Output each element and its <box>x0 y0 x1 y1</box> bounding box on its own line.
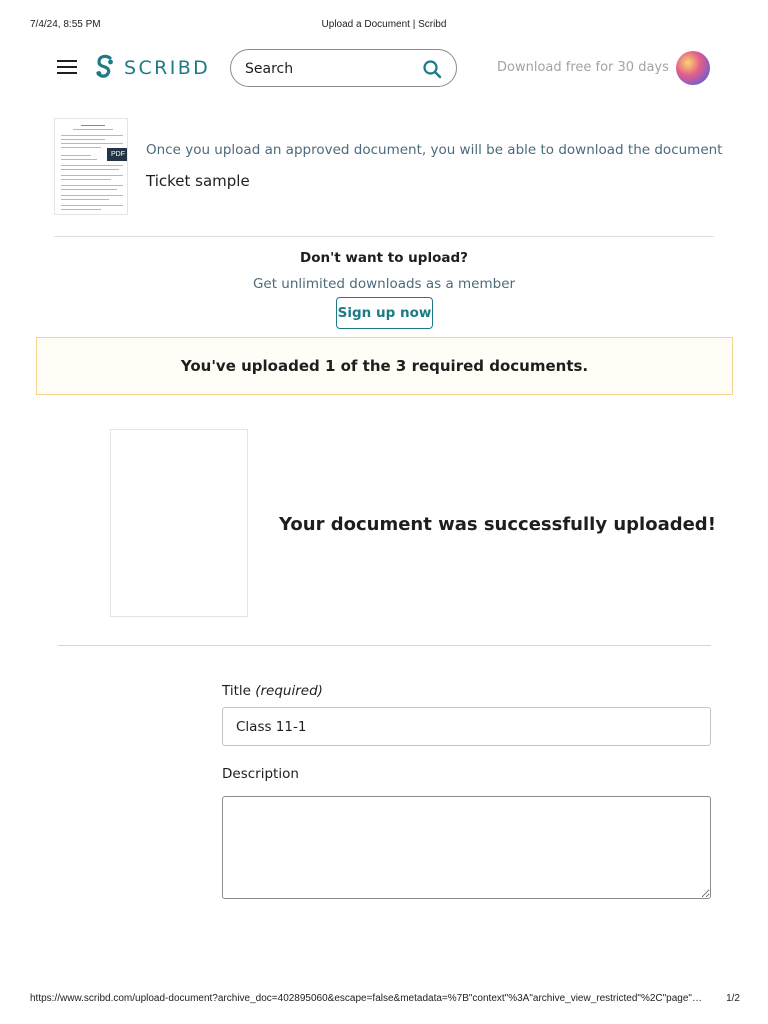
scribd-logo[interactable] <box>94 54 210 82</box>
upload-success-message: Your document was successfully uploaded! <box>279 514 716 535</box>
user-avatar[interactable] <box>676 51 710 85</box>
search-input[interactable] <box>245 58 415 80</box>
print-url: https://www.scribd.com/upload-document?archive_doc=402895060&escape=false&metadata=%7B"context"%3A"archive_view_restricted"%2C"page"… <box>30 993 702 1004</box>
scribd-logo-icon <box>94 54 116 82</box>
uploaded-document-preview <box>110 429 248 617</box>
download-approval-message: Once you upload an approved document, you will be able to download the document <box>146 142 723 158</box>
uploaded-document-summary <box>54 118 723 215</box>
print-header <box>0 19 768 33</box>
sign-up-button[interactable]: Sign up now <box>336 297 433 329</box>
print-datetime: 7/4/24, 8:55 PM <box>30 19 101 30</box>
search-icon[interactable] <box>422 59 442 79</box>
title-input[interactable] <box>222 707 711 746</box>
pdf-badge: PDF <box>107 148 128 161</box>
download-free-link[interactable]: Download free for 30 days <box>497 60 669 75</box>
document-thumbnail <box>54 118 128 215</box>
logo-text: SCRIBD <box>124 57 211 79</box>
title-label-text: Title <box>222 683 251 699</box>
upsell-heading: Don't want to upload? <box>300 250 468 266</box>
section-divider <box>54 236 714 237</box>
print-page-number: 1/2 <box>726 993 740 1004</box>
hamburger-menu-icon[interactable] <box>57 60 77 76</box>
form-divider <box>58 645 711 646</box>
upload-progress-banner <box>36 337 733 395</box>
title-field-label <box>222 683 323 699</box>
print-footer <box>30 993 740 1007</box>
upload-progress-text: You've uploaded 1 of the 3 required documents. <box>180 357 589 375</box>
description-textarea[interactable] <box>222 796 711 899</box>
top-navigation-bar <box>0 48 768 88</box>
print-page-title: Upload a Document | Scribd <box>321 19 447 30</box>
search-box[interactable] <box>230 49 457 87</box>
title-required-note: (required) <box>255 683 323 699</box>
document-name[interactable]: Ticket sample <box>146 172 250 190</box>
upsell-subtext: Get unlimited downloads as a member <box>252 276 516 292</box>
description-field-label: Description <box>222 766 299 782</box>
